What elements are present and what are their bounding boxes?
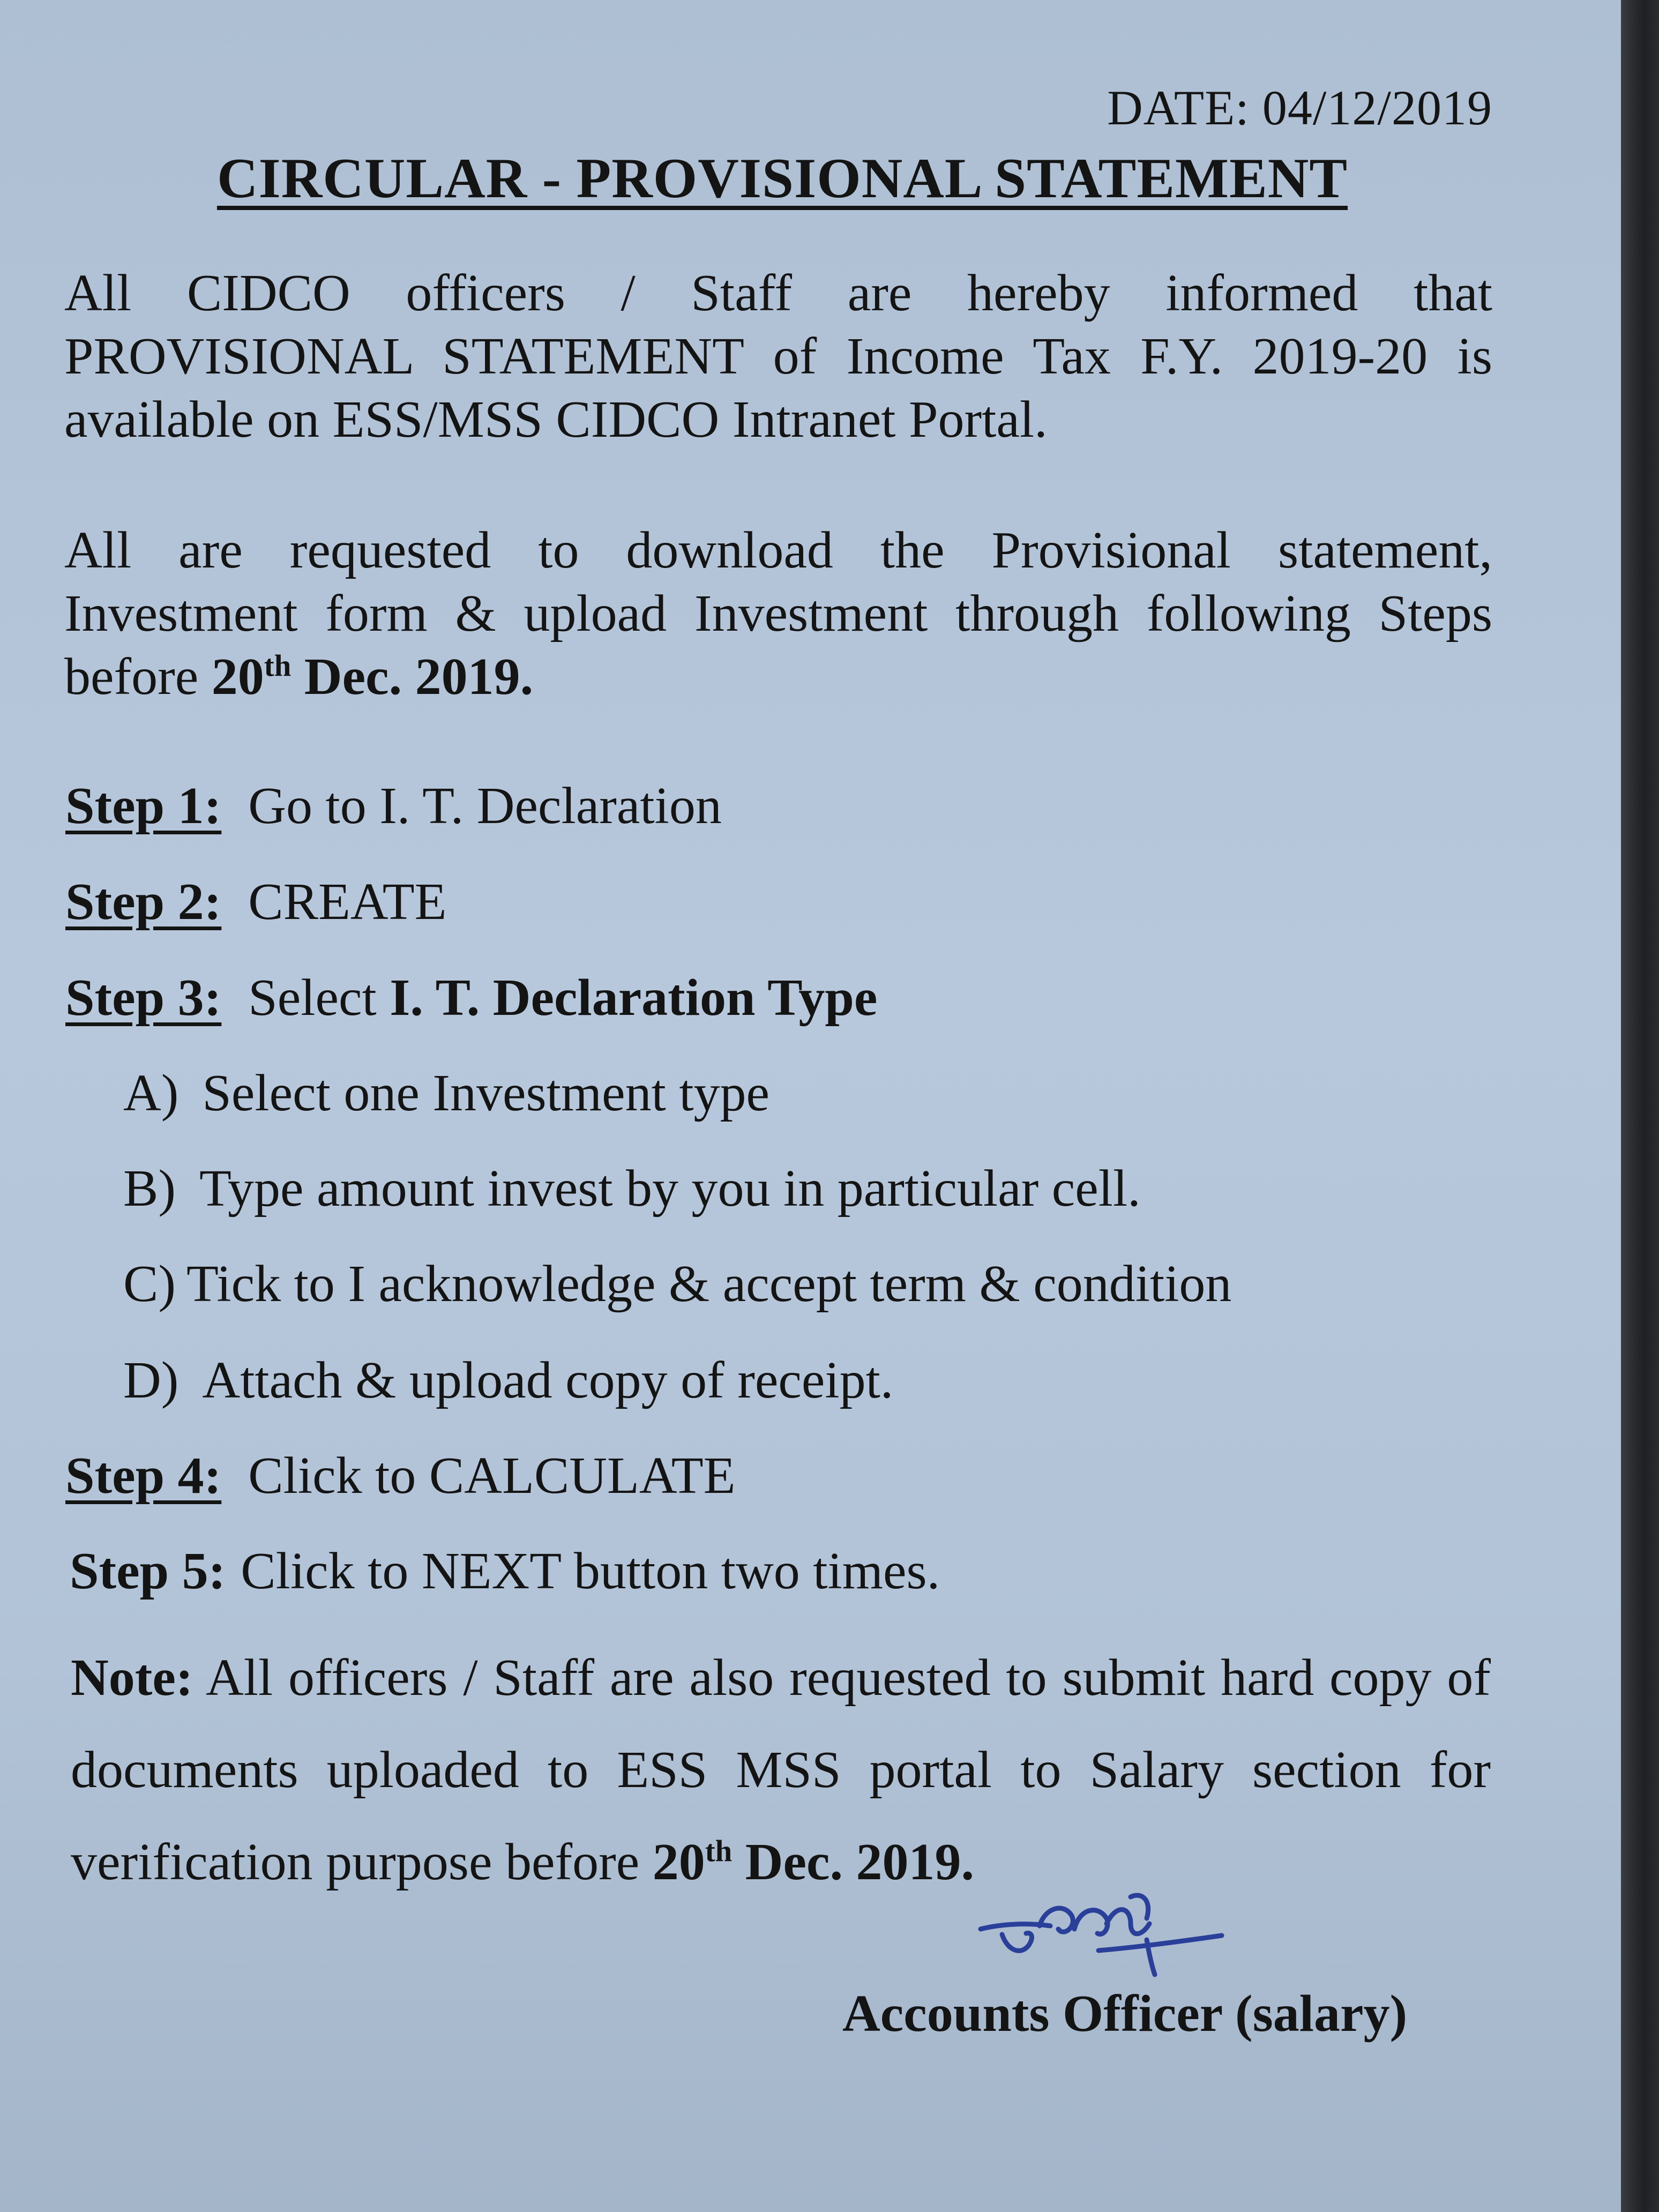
substep-text: Select one Investment type (202, 1064, 770, 1122)
substep-text: Tick to I acknowledge & accept term & condition (186, 1255, 1232, 1313)
handwritten-signature (970, 1886, 1238, 1993)
table-edge-background (1621, 0, 1659, 2212)
note-label: Note: (71, 1649, 193, 1707)
substep-c (123, 1254, 1231, 1314)
note-paragraph (71, 1632, 1491, 1908)
step-text: Go to I. T. Declaration (248, 777, 722, 835)
substep-text: Attach & upload copy of receipt. (202, 1351, 894, 1409)
note-text: All officers / Staff are also requested to submit hard copy of documents uploaded to ESS MSS portal to Salary section for verification purpose before (71, 1649, 1491, 1891)
note-deadline-date: 20th Dec. 2019. (652, 1833, 975, 1891)
step-text: Select (248, 969, 390, 1027)
paragraph-request-text: All are requested to download the Provisional statement, Investment form & upload Investment through following Steps before (64, 521, 1492, 706)
substep-mark: A) (123, 1064, 179, 1122)
step-label: Step 5: (70, 1542, 226, 1600)
step-text: CREATE (248, 873, 447, 931)
substep-text: Type amount invest by you in particular cell. (199, 1160, 1141, 1217)
step-label: Step 4: (65, 1447, 222, 1505)
step-3 (65, 968, 877, 1028)
step-text: Click to CALCULATE (248, 1447, 736, 1505)
step-text: Click to NEXT button two times. (241, 1542, 940, 1600)
step-5 (70, 1541, 940, 1601)
step-label: Step 3: (65, 969, 222, 1027)
paragraph-request (64, 519, 1492, 708)
substep-mark: B) (123, 1160, 176, 1217)
step-bold-text: I. T. Declaration Type (390, 969, 878, 1027)
substep-d (123, 1350, 893, 1410)
step-4 (65, 1446, 735, 1506)
step-label: Step 1: (65, 777, 222, 835)
deadline-date: 20th Dec. 2019. (211, 648, 534, 706)
step-2 (65, 872, 447, 932)
circular-title: CIRCULAR - PROVISIONAL STATEMENT (216, 147, 1348, 210)
paragraph-intro: All CIDCO officers / Staff are hereby informed that PROVISIONAL STATEMENT of Income Tax F.Y. 2019-20 is available on ESS/MSS CIDCO Intranet Portal. (64, 264, 1492, 449)
step-label: Step 2: (65, 873, 222, 931)
circular-date: DATE: 04/12/2019 (1107, 80, 1492, 135)
substep-mark: D) (123, 1351, 179, 1409)
signatory-title: Accounts Officer (salary) (842, 1985, 1408, 2043)
substep-a (123, 1063, 769, 1123)
step-1 (65, 776, 722, 836)
substep-b (123, 1159, 1141, 1219)
substep-mark: C) (123, 1255, 176, 1313)
